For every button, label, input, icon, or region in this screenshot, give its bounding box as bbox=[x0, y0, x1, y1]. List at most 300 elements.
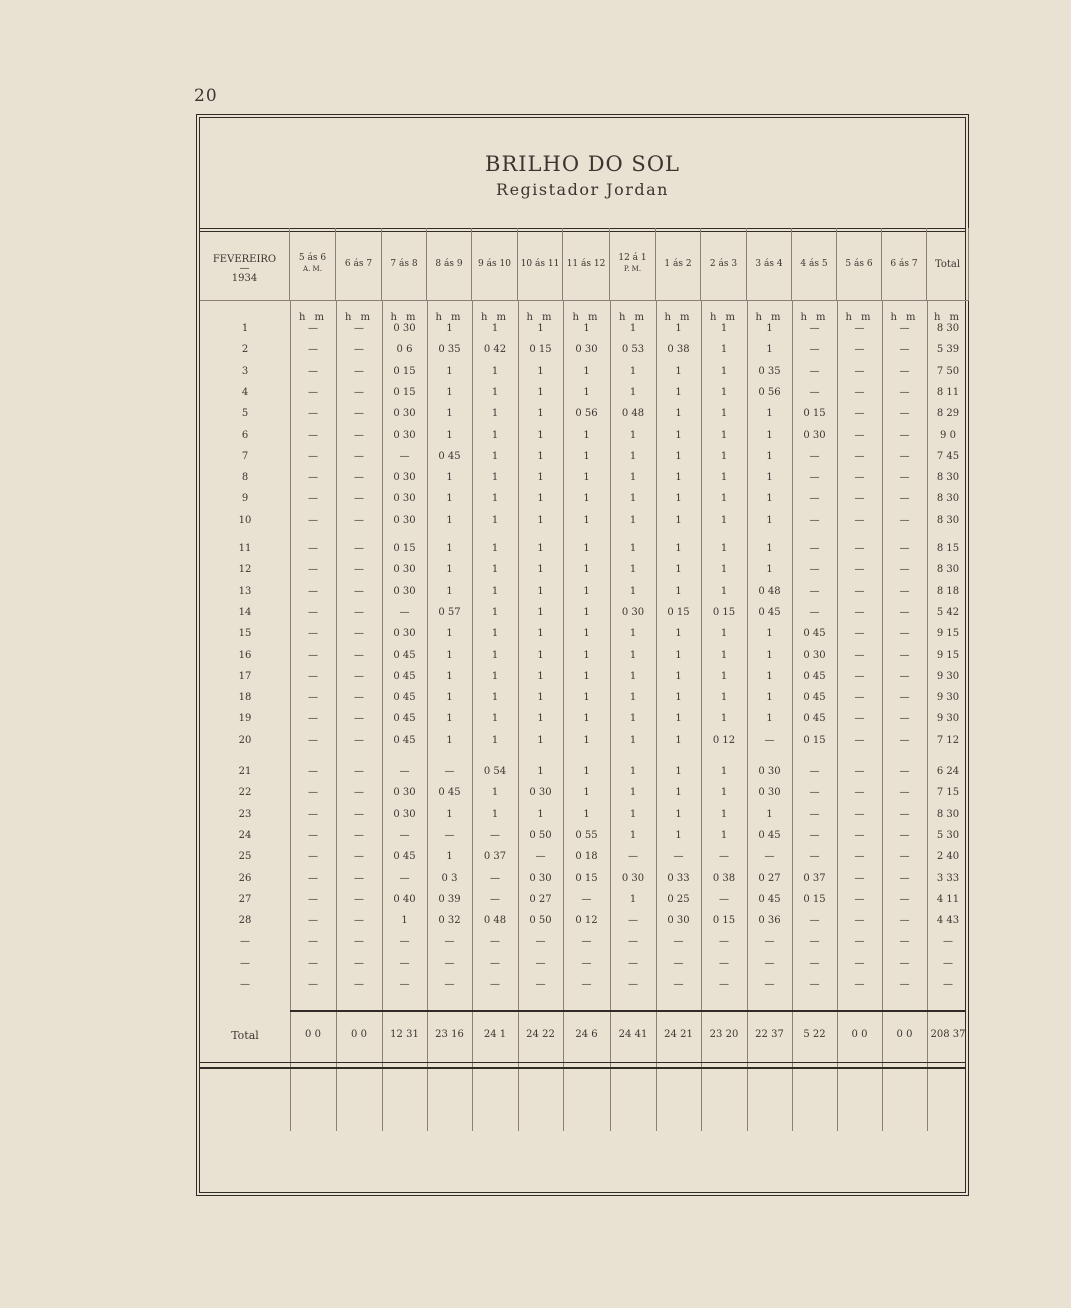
row-day: 11 bbox=[238, 543, 252, 554]
total-cell: 24 41 bbox=[618, 1029, 648, 1040]
table-cell: 1 bbox=[629, 585, 637, 597]
table-cell: 1 bbox=[675, 585, 682, 597]
table-cell: — bbox=[809, 386, 820, 398]
row-day: 7 bbox=[241, 450, 249, 462]
table-cell: 0 33 bbox=[667, 872, 690, 884]
row-day: 19 bbox=[238, 713, 252, 725]
total-label: Total bbox=[231, 1029, 259, 1042]
column-header bbox=[336, 228, 382, 301]
table-cell: 1 bbox=[537, 606, 544, 618]
table-cell: 1 bbox=[766, 493, 773, 505]
table-cell: — bbox=[899, 957, 910, 969]
table-cell: 1 bbox=[491, 734, 499, 746]
table-cell: 0 45 bbox=[803, 692, 826, 704]
table-cell: — bbox=[899, 808, 910, 820]
table-cell: 1 bbox=[491, 429, 499, 441]
unit-label: h m bbox=[480, 312, 510, 323]
table-cell: — bbox=[581, 979, 592, 990]
table-cell: — bbox=[854, 936, 865, 948]
table-cell: 1 bbox=[491, 365, 499, 377]
table-cell: — bbox=[308, 585, 318, 597]
table-cell: 1 bbox=[583, 692, 590, 704]
table-cell: 0 18 bbox=[575, 851, 598, 863]
row-day: 1 bbox=[241, 323, 249, 334]
table-cell: 1 bbox=[720, 808, 728, 820]
table-cell: 9 30 bbox=[936, 670, 960, 682]
table-cell: 0 45 bbox=[393, 649, 416, 661]
table-cell: — bbox=[854, 787, 865, 799]
unit-label: h m bbox=[933, 312, 963, 323]
table-cell: 8 30 bbox=[936, 564, 960, 576]
column-header bbox=[472, 228, 518, 301]
table-cell: — bbox=[809, 606, 820, 618]
row-day: — bbox=[240, 979, 250, 990]
table-cell: — bbox=[854, 766, 865, 777]
row-day: 14 bbox=[238, 606, 252, 618]
table-cell: 1 bbox=[446, 851, 453, 863]
table-cell: 1 bbox=[537, 585, 544, 597]
table-cell: 0 48 bbox=[621, 408, 645, 420]
table-cell: — bbox=[854, 585, 865, 597]
table-cell: 1 bbox=[583, 649, 590, 661]
table-cell: 1 bbox=[583, 450, 590, 462]
table-cell: 1 bbox=[720, 585, 728, 597]
table-cell: — bbox=[308, 649, 318, 661]
table-cell: 0 30 bbox=[758, 787, 781, 799]
column-header bbox=[747, 228, 792, 301]
table-cell: — bbox=[581, 893, 592, 905]
table-cell: 0 54 bbox=[483, 766, 507, 777]
table-cell: 1 bbox=[446, 514, 453, 526]
table-cell: — bbox=[899, 670, 910, 682]
table-cell: 1 bbox=[537, 408, 544, 420]
table-cell: — bbox=[354, 386, 364, 398]
table-cell: 0 30 bbox=[393, 408, 416, 420]
table-cell: — bbox=[719, 979, 729, 990]
table-cell: 0 45 bbox=[803, 628, 826, 640]
table-cell: — bbox=[354, 766, 364, 777]
table-cell: 1 bbox=[446, 564, 453, 576]
table-cell: 1 bbox=[537, 734, 544, 746]
table-cell: 3 33 bbox=[936, 872, 960, 884]
table-cell: 1 bbox=[675, 450, 682, 462]
table-cell: — bbox=[719, 936, 729, 948]
unit-label: h m bbox=[298, 312, 328, 323]
table-cell: 4 43 bbox=[936, 915, 960, 927]
table-cell: — bbox=[899, 323, 910, 334]
column-header bbox=[290, 228, 336, 301]
table-cell: — bbox=[899, 829, 910, 841]
table-cell: 1 bbox=[629, 713, 637, 725]
column-label: 6 ás 7 bbox=[344, 258, 373, 269]
table-cell: — bbox=[308, 734, 318, 746]
table-cell: — bbox=[490, 957, 500, 969]
row-day: 20 bbox=[238, 734, 252, 746]
table-cell: 1 bbox=[629, 386, 637, 398]
table-cell: 1 bbox=[675, 808, 682, 820]
column-header bbox=[792, 228, 837, 301]
table-cell: 1 bbox=[675, 514, 682, 526]
row-day: 10 bbox=[238, 514, 252, 526]
table-cell: 0 15 bbox=[575, 872, 598, 884]
table-cell: 1 bbox=[629, 628, 637, 640]
table-cell: 1 bbox=[583, 493, 590, 505]
page-title: BRILHO DO SOL bbox=[485, 152, 680, 176]
total-cell: 0 0 bbox=[851, 1029, 868, 1040]
table-cell: 9 0 bbox=[940, 429, 956, 441]
row-day: 26 bbox=[238, 872, 252, 884]
table-cell: 1 bbox=[446, 808, 453, 820]
table-cell: 1 bbox=[766, 514, 773, 526]
table-cell: — bbox=[308, 628, 318, 640]
table-cell: 0 30 bbox=[393, 323, 416, 334]
table-cell: 1 bbox=[446, 585, 453, 597]
table-cell: 1 bbox=[629, 734, 637, 746]
table-cell: 7 45 bbox=[936, 450, 960, 462]
table-cell: — bbox=[308, 408, 318, 420]
year-label: 1934 bbox=[231, 273, 258, 284]
row-day: 9 bbox=[241, 493, 249, 505]
table-cell: — bbox=[943, 979, 953, 990]
table-cell: — bbox=[809, 915, 820, 927]
table-cell: 1 bbox=[491, 585, 499, 597]
table-cell: — bbox=[354, 365, 364, 377]
column-label: 8 ás 9 bbox=[435, 258, 463, 269]
table-cell: — bbox=[354, 936, 364, 948]
table-cell: — bbox=[354, 514, 364, 526]
table-cell: — bbox=[308, 787, 318, 799]
column-label: 5 ás 6 bbox=[298, 253, 327, 263]
unit-label: h m bbox=[709, 312, 739, 323]
table-cell: 1 bbox=[491, 493, 499, 505]
table-cell: 1 bbox=[583, 543, 590, 554]
column-label: 2 ás 3 bbox=[709, 258, 738, 269]
table-cell: 1 bbox=[675, 429, 682, 441]
unit-label: h m bbox=[572, 312, 601, 323]
table-cell: 5 30 bbox=[936, 829, 960, 841]
table-cell: — bbox=[854, 450, 865, 462]
table-cell: 1 bbox=[537, 564, 544, 576]
table-frame bbox=[196, 114, 969, 1196]
table-cell: 0 37 bbox=[803, 872, 826, 884]
table-cell: 1 bbox=[629, 692, 637, 704]
table-cell: — bbox=[308, 514, 318, 526]
table-cell: 0 30 bbox=[393, 472, 416, 484]
page-number: 20 bbox=[194, 86, 218, 106]
row-day: 17 bbox=[238, 670, 252, 682]
table-cell: 5 42 bbox=[936, 606, 960, 618]
table-cell: — bbox=[308, 893, 318, 905]
table-cell: — bbox=[899, 979, 910, 990]
table-cell: 0 45 bbox=[758, 606, 781, 618]
table-cell: 1 bbox=[766, 808, 773, 820]
table-cell: — bbox=[854, 606, 865, 618]
table-cell: 1 bbox=[720, 543, 728, 554]
table-cell: 1 bbox=[629, 893, 637, 905]
table-cell: — bbox=[854, 344, 865, 356]
table-cell: — bbox=[308, 713, 318, 725]
row-day: 16 bbox=[238, 649, 252, 661]
table-cell: — bbox=[399, 957, 410, 969]
table-cell: 1 bbox=[537, 649, 544, 661]
column-label: 6 ás 7 bbox=[890, 258, 918, 269]
table-cell: 1 bbox=[583, 713, 590, 725]
table-cell: — bbox=[354, 829, 364, 841]
table-cell: 0 56 bbox=[758, 386, 781, 398]
table-cell: 7 12 bbox=[936, 734, 960, 746]
table-cell: 8 30 bbox=[936, 493, 960, 505]
table-cell: 1 bbox=[766, 692, 773, 704]
table-cell: 0 30 bbox=[758, 766, 781, 777]
table-cell: — bbox=[354, 670, 364, 682]
table-cell: 7 15 bbox=[936, 787, 960, 799]
table-cell: 0 15 bbox=[803, 734, 826, 746]
table-cell: — bbox=[764, 957, 775, 969]
column-sublabel: P. M. bbox=[623, 265, 642, 273]
unit-label: h m bbox=[618, 312, 648, 323]
table-cell: — bbox=[854, 851, 865, 863]
month-dash: — bbox=[239, 263, 250, 274]
table-cell: — bbox=[308, 323, 318, 334]
table-cell: — bbox=[444, 936, 455, 948]
table-cell: — bbox=[308, 564, 318, 576]
table-cell: 0 45 bbox=[438, 787, 461, 799]
table-cell: 1 bbox=[675, 323, 682, 334]
table-cell: — bbox=[490, 936, 500, 948]
table-cell: 1 bbox=[675, 564, 682, 576]
row-day: 28 bbox=[238, 915, 252, 927]
table-cell: 1 bbox=[629, 365, 637, 377]
table-cell: 1 bbox=[583, 734, 590, 746]
column-header bbox=[837, 228, 882, 301]
column-label: 11 ás 12 bbox=[566, 258, 606, 269]
table-cell: 6 24 bbox=[936, 766, 960, 777]
table-cell: 0 37 bbox=[483, 851, 507, 863]
table-cell: 8 29 bbox=[936, 408, 960, 420]
table-cell: 1 bbox=[491, 472, 499, 484]
row-day: 3 bbox=[241, 365, 249, 377]
table-cell: 9 30 bbox=[936, 713, 960, 725]
table-cell: — bbox=[399, 450, 410, 462]
table-cell: — bbox=[899, 713, 910, 725]
column-label: 7 ás 8 bbox=[390, 258, 418, 269]
table-cell: 1 bbox=[583, 386, 590, 398]
table-cell: — bbox=[854, 429, 865, 441]
table-cell: 1 bbox=[491, 787, 499, 799]
total-cell: 0 0 bbox=[896, 1029, 913, 1040]
table-cell: — bbox=[354, 649, 364, 661]
table-cell: — bbox=[399, 606, 410, 618]
table-cell: — bbox=[899, 872, 910, 884]
table-cell: 1 bbox=[720, 365, 728, 377]
table-cell: — bbox=[354, 493, 364, 505]
table-cell: — bbox=[719, 851, 729, 863]
table-cell: — bbox=[854, 734, 865, 746]
row-day: 15 bbox=[238, 628, 252, 640]
table-cell: 1 bbox=[446, 713, 453, 725]
table-cell: 1 bbox=[675, 493, 682, 505]
table-cell: 0 45 bbox=[393, 734, 416, 746]
table-cell: — bbox=[354, 734, 364, 746]
unit-label: h m bbox=[845, 312, 874, 323]
month-header bbox=[200, 228, 290, 301]
table-cell: — bbox=[854, 564, 865, 576]
table-cell: 1 bbox=[537, 323, 544, 334]
table-cell: 0 27 bbox=[529, 893, 552, 905]
table-cell: 8 30 bbox=[936, 472, 960, 484]
table-cell: 1 bbox=[537, 365, 544, 377]
table-cell: 1 bbox=[629, 564, 637, 576]
row-day: 22 bbox=[238, 787, 252, 799]
table-cell: 1 bbox=[491, 628, 499, 640]
table-cell: — bbox=[899, 564, 910, 576]
table-cell: — bbox=[535, 936, 546, 948]
unit-label: h m bbox=[800, 312, 829, 323]
total-cell: 24 1 bbox=[483, 1029, 507, 1040]
table-cell: 1 bbox=[766, 670, 773, 682]
table-cell: 1 bbox=[720, 692, 728, 704]
table-cell: — bbox=[354, 957, 364, 969]
table-cell: — bbox=[354, 450, 364, 462]
column-header bbox=[701, 228, 747, 301]
table-cell: 0 15 bbox=[393, 386, 416, 398]
table-cell: — bbox=[854, 365, 865, 377]
unit-label: h m bbox=[344, 312, 374, 323]
table-cell: 1 bbox=[491, 514, 499, 526]
table-cell: — bbox=[899, 493, 910, 505]
total-cell: 0 0 bbox=[305, 1029, 321, 1040]
table-cell: 1 bbox=[537, 493, 544, 505]
table-cell: 0 30 bbox=[393, 808, 416, 820]
table-cell: 0 30 bbox=[393, 429, 416, 441]
table-cell: 1 bbox=[720, 766, 728, 777]
table-cell: 1 bbox=[766, 429, 773, 441]
table-cell: — bbox=[809, 344, 820, 356]
table-cell: — bbox=[854, 408, 865, 420]
column-header bbox=[427, 228, 472, 301]
table-cell: — bbox=[354, 408, 364, 420]
table-cell: 1 bbox=[629, 472, 637, 484]
table-cell: 1 bbox=[720, 649, 728, 661]
column-header bbox=[656, 228, 701, 301]
table-cell: — bbox=[628, 979, 638, 990]
table-cell: — bbox=[490, 829, 500, 841]
table-cell: 0 30 bbox=[529, 872, 552, 884]
table-cell: — bbox=[854, 514, 865, 526]
row-day: — bbox=[240, 957, 250, 969]
table-cell: 0 56 bbox=[575, 408, 598, 420]
table-cell: 1 bbox=[629, 323, 637, 334]
table-cell: — bbox=[899, 472, 910, 484]
table-cell: 1 bbox=[537, 692, 544, 704]
table-cell: 1 bbox=[720, 787, 728, 799]
table-cell: 0 45 bbox=[393, 692, 416, 704]
table-cell: — bbox=[854, 472, 865, 484]
table-cell: — bbox=[899, 649, 910, 661]
table-cell: 0 30 bbox=[393, 628, 416, 640]
table-cell: 1 bbox=[401, 915, 408, 927]
column-label: Total bbox=[934, 258, 961, 270]
table-cell: 0 15 bbox=[393, 543, 416, 554]
table-cell: — bbox=[308, 692, 318, 704]
table-cell: — bbox=[308, 450, 318, 462]
table-cell: — bbox=[943, 936, 953, 948]
table-cell: 8 11 bbox=[936, 386, 960, 398]
table-cell: 1 bbox=[537, 472, 544, 484]
row-day: 13 bbox=[238, 585, 252, 597]
table-cell: — bbox=[490, 893, 500, 905]
table-cell: 1 bbox=[629, 808, 637, 820]
table-cell: — bbox=[308, 829, 318, 841]
table-cell: 1 bbox=[537, 514, 544, 526]
table-cell: — bbox=[809, 829, 820, 841]
table-cell: 0 15 bbox=[803, 893, 826, 905]
table-cell: 1 bbox=[491, 670, 499, 682]
table-cell: 0 15 bbox=[393, 365, 416, 377]
table-cell: 1 bbox=[720, 323, 728, 334]
table-cell: 1 bbox=[629, 493, 637, 505]
table-cell: 1 bbox=[720, 386, 728, 398]
column-header bbox=[927, 228, 969, 301]
row-day: 23 bbox=[238, 808, 252, 820]
table-cell: — bbox=[354, 915, 364, 927]
table-cell: — bbox=[673, 851, 684, 863]
table-cell: 1 bbox=[583, 472, 590, 484]
table-cell: — bbox=[308, 936, 318, 948]
table-cell: — bbox=[854, 543, 865, 554]
table-cell: — bbox=[809, 979, 820, 990]
table-cell: 1 bbox=[629, 543, 637, 554]
table-cell: — bbox=[535, 851, 546, 863]
table-cell: — bbox=[399, 829, 410, 841]
row-day: 25 bbox=[238, 851, 252, 863]
table-cell: — bbox=[854, 323, 865, 334]
table-cell: 1 bbox=[583, 787, 590, 799]
row-day: 18 bbox=[238, 692, 252, 704]
table-cell: 1 bbox=[446, 543, 453, 554]
table-cell: 0 48 bbox=[758, 585, 781, 597]
table-cell: — bbox=[899, 585, 910, 597]
table-cell: 1 bbox=[583, 606, 590, 618]
table-cell: 0 38 bbox=[712, 872, 736, 884]
table-cell: 1 bbox=[675, 386, 682, 398]
column-label: 10 ás 11 bbox=[520, 258, 560, 269]
table-cell: 0 57 bbox=[438, 606, 461, 618]
table-cell: — bbox=[899, 692, 910, 704]
unit-label: h m bbox=[664, 312, 693, 323]
table-cell: — bbox=[673, 936, 684, 948]
table-cell: 9 15 bbox=[936, 628, 960, 640]
table-cell: 1 bbox=[537, 429, 544, 441]
table-cell: 9 15 bbox=[936, 649, 960, 661]
table-cell: 0 30 bbox=[667, 915, 690, 927]
table-cell: 1 bbox=[446, 493, 453, 505]
row-day: 4 bbox=[241, 386, 249, 398]
table-cell: — bbox=[308, 957, 318, 969]
table-cell: — bbox=[719, 893, 729, 905]
table-cell: 1 bbox=[675, 787, 682, 799]
table-cell: — bbox=[809, 787, 820, 799]
table-cell: 0 30 bbox=[393, 585, 416, 597]
table-cell: 0 45 bbox=[758, 893, 781, 905]
table-cell: — bbox=[308, 851, 318, 863]
table-cell: — bbox=[308, 606, 318, 618]
column-label: 9 ás 10 bbox=[478, 258, 511, 269]
table-cell: — bbox=[809, 543, 820, 554]
table-cell: — bbox=[899, 408, 910, 420]
table-cell: — bbox=[308, 766, 318, 777]
table-cell: 0 25 bbox=[667, 893, 690, 905]
